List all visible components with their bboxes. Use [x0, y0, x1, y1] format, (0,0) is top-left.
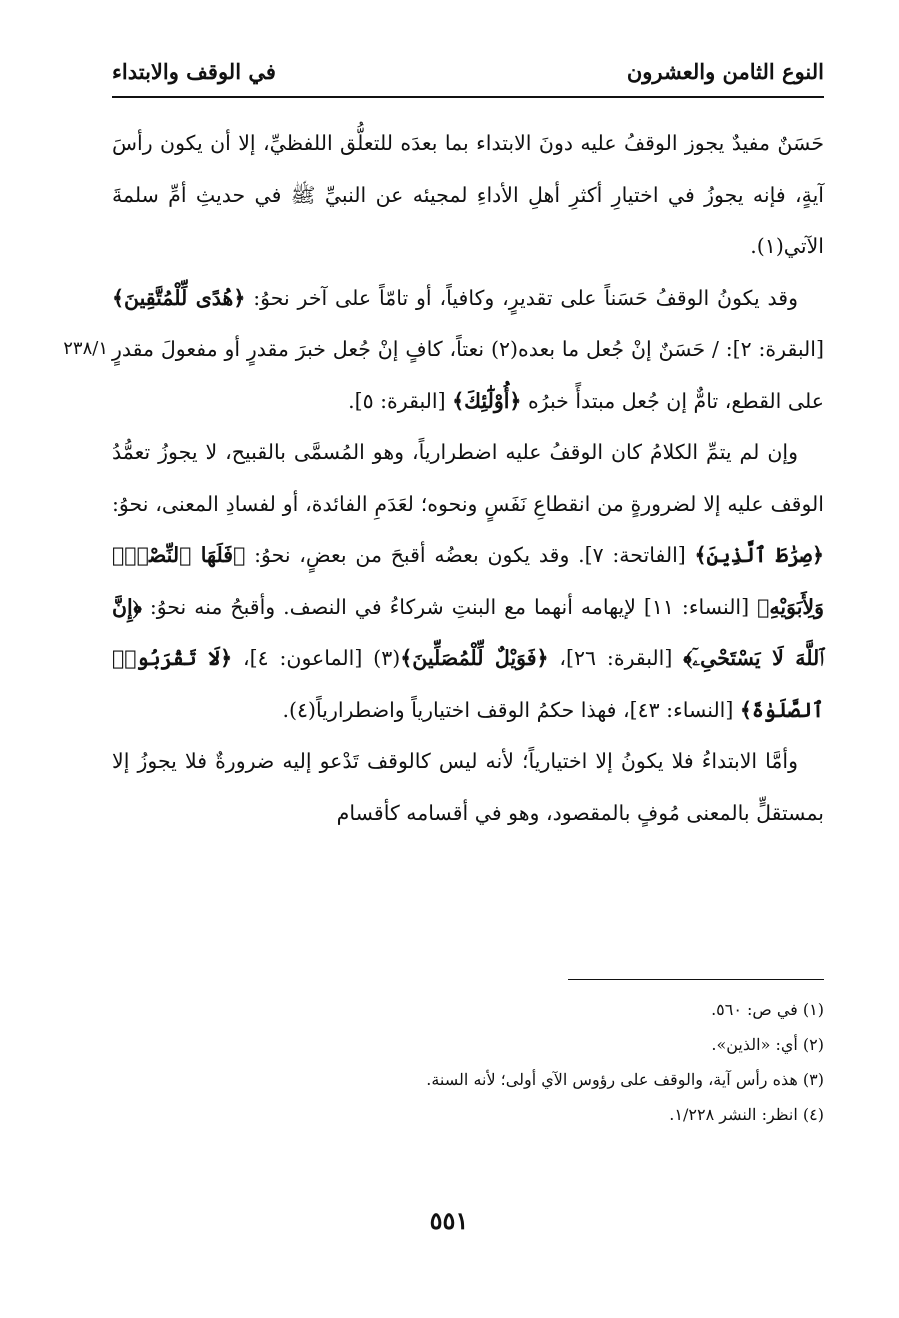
text-run: [البقرة: ٢]: / حَسَنٌ إنْ جُعل ما بعده(٢) نعتاً، كافٍ إنْ جُعل خبرَ مقدرٍ أو مفعولَ مقدرٍ على القطع، تامٌّ إن جُعل مبتدأً خبرُه: [112, 337, 824, 413]
quran-verse: ﴿صِرَٰطَ ٱلَّذِينَ﴾: [694, 543, 824, 567]
text-run: [النساء: ٤٣]، فهذا حكمُ الوقف اختيارياً واضطرارياً(٤).: [282, 697, 740, 722]
header-rule: [112, 96, 824, 98]
text-run: (٣) [الماعون: ٤]،: [232, 646, 401, 670]
margin-reference: ٢٣٨/١: [63, 338, 108, 359]
footnote: (٢) أي: «الذين».: [711, 1035, 824, 1054]
text-run: [البقرة: ٢٦]،: [548, 646, 684, 670]
footnote: (٣) هذه رأس آية، والوقف على رؤوس الآي أولى؛ لأنه السنة.: [426, 1070, 824, 1089]
text-run: [الفاتحة: ٧]. وقد يكون بعضُه أقبحَ من بعضٍ، نحوُ:: [245, 543, 695, 567]
quran-verse: ﴿أُوْلَٰٓئِكَ﴾: [452, 388, 522, 413]
text-run: [البقرة: ٥].: [348, 388, 453, 413]
footnote: (١) في ص: ٥٦٠.: [711, 1000, 824, 1019]
quran-verse: ﴿فَوَيْلٌ لِّلْمُصَلِّينَ﴾: [400, 646, 549, 670]
quran-verse: ﴿لَا تَقْرَبُوا۟ ٱلصَّلَوٰةَ﴾: [112, 646, 824, 722]
page-number: ٥٥١: [429, 1206, 469, 1235]
paragraph-4: وأمَّا الابتداءُ فلا يكونُ إلا اختيارياً؛ لأنه ليس كالوقف تَدْعو إليه ضرورةٌ فلا يجوزُ إلا بمستقلٍّ بالمعنى مُوفٍ بالمقصود، وهو في أقسامه كأقسام: [112, 749, 824, 825]
main-text: [112, 118, 824, 839]
footnote: (٤) انظر: النشر ١/٢٢٨.: [669, 1105, 824, 1124]
running-header: [112, 50, 824, 92]
paragraph-2: [112, 273, 824, 428]
paragraph-3: [112, 427, 824, 736]
paragraph-1: حَسَنٌ مفيدٌ يجوز الوقفُ عليه دونَ الابتداء بما بعدَه للتعلُّق اللفظيِّ، إلا أن يكون رأسَ آيةٍ، فإنه يجوزُ في اختيارِ أكثرِ أهلِ الأداءِ لمجيئه عن النبيِّ ﷺ في حديثِ أمِّ سلمةَ الآتي(١).: [112, 131, 824, 258]
text-run: وإن لم يتمِّ الكلامُ كان الوقفُ عليه اضطرارياً، وهو المُسمَّى بالقبيح، لا يجوزُ تعمُّدُ الوقف عليه إلا لضرورةٍ من انقطاعِ نَفَسٍ ونحوه؛ لعَدَمِ الفائدة، أو لفسادِ المعنى، نحوُ:: [112, 440, 824, 516]
text-run: وقد يكونُ الوقفُ حَسَناً على تقديرٍ، وكافياً، أو تامّاً على آخر نحوُ:: [245, 285, 799, 310]
footnote-rule: [568, 979, 824, 980]
quran-verse: ﴿إِنَّ ٱللَّهَ لَا يَسْتَحْىِۦٓ﴾: [112, 594, 824, 670]
footnotes: [112, 992, 824, 1132]
chapter-title: النوع الثامن والعشرون: [626, 58, 824, 84]
section-title: في الوقف والابتداء: [112, 58, 276, 84]
quran-verse: ﴿هُدًى لِّلْمُتَّقِينَ﴾: [112, 285, 246, 310]
text-run: [النساء: ١١] لإيهامه أنهما مع البنتِ شركاءُ في النصف. وأقبحُ منه نحوُ:: [141, 594, 758, 619]
quran-verse: ﴿فَلَهَا ٱلنِّصْفُۚ وَلِأَبَوَيْهِ﴾: [112, 543, 824, 619]
